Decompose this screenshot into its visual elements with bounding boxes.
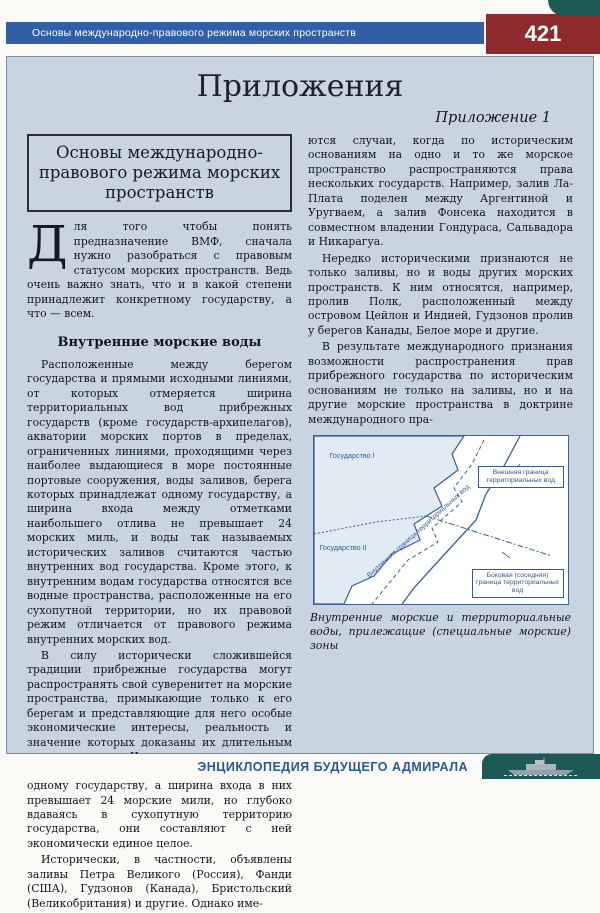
paragraph: Исторически, в частности, объявлены заливы Петра Великого (Россия), Фанди (США), Гудзонов (Канада), Бристольский (Великобритания) и другие. Однако име-: [27, 853, 292, 910]
dropcap-letter: Д: [27, 215, 68, 274]
paragraph: Расположенные между берегом государства и прямыми исходными линиями, от которых отмеряется ширина территориальных вод прибрежных государств (кроме государств-архипелагов), акватории морских портов в пределах, ограниченных линиями, проходящими через наиболее выдающиеся в море постоянные портовые сооружения, воды заливов, берега которых принадлежат одному государству, а ширина входа между отметками наибольшего отлива не превышает 24 морских миль, и воды так называемых исторических заливов считаются частью внутренних вод государства. Кроме этого, к внутренним водам государства относятся все водные пространства, расположенные на его сухопутной территории, но их правовой режим отличается от правового режима внутренних морских вод.: [27, 357, 292, 646]
map-label-lateral-boundary: Боковая (соседняя) граница территориальных вод: [472, 569, 564, 598]
paragraph: Нередко историческими признаются не только заливы, но и воды других морских пространств. К ним относятся, например, пролив Полк, расположенный между островом Цейлон и Индией, Гудзонов пролив у берегов Канады, Белое море и другие.: [308, 251, 573, 337]
two-column-layout: [21, 134, 579, 913]
corner-decoration: [548, 0, 600, 16]
article-title-box: Основы международно-правового режима морских пространств: [27, 134, 292, 212]
paragraph: В результате международного признания возможности распространения прав прибрежного государства по историческим основаниям не только на заливы, но и на другие морские пространства в доктрине международного пра-: [308, 340, 573, 426]
map-label-state2: Государство II: [319, 543, 367, 553]
running-header: [6, 22, 484, 44]
left-column: [27, 134, 292, 913]
appendix-label: Приложение 1: [435, 110, 551, 126]
intro-text: ля того чтобы понять предназначение ВМФ, сначала нужно разобраться с правовым статусом морских пространств. Ведь очень важно знать, что и в какой степени принадлежит конкретному государству, а что — всем.: [27, 220, 292, 321]
map-label-outer-boundary: Внешняя граница территориальных вод: [478, 466, 564, 488]
figure-caption: Внутренние морские и территориальные воды, прилежащие (специальные морские) зоны: [310, 611, 571, 653]
page-number: 421: [486, 14, 600, 54]
page-top: [0, 0, 600, 56]
page-footer: [0, 754, 600, 779]
page-title: Приложения: [196, 69, 404, 104]
footer-ship-panel: [482, 754, 600, 779]
map-label-state1: Государство I: [329, 451, 375, 461]
map-figure: [313, 435, 569, 605]
running-header-text: Основы международно-правового режима морских пространств: [32, 27, 357, 39]
paragraph: В силу исторически сложившейся традиции прибрежные государства могут распространять свой суверенитет на морские пространства, примыкающие только к его берегам и представляющие для него особые экономические интересы, реальность и значение которых доказаны их длительным одному государству, а ширина входа в них превышает 24 морские мили, но глубоко вдаваясь в сухопутную территорию государства, они составляют с ней экономически единое целое.: [27, 649, 292, 850]
map-label-inner-boundary: Внутренняя граница территориальных вод: [365, 483, 471, 580]
section-heading: Внутренние морские воды: [57, 334, 262, 350]
intro-paragraph: [27, 215, 292, 321]
ship-icon: [502, 757, 580, 777]
paragraph: ются случаи, когда по историческим основаниям на одно и то же морское пространство распространяются права нескольких государств. Например, залив Ла-Плата поделен между Аргентиной и Уругваем, а залив Фонсека находится в совместном владении Гондураса, Сальвадора и Никарагуа.: [308, 134, 573, 249]
right-column: [308, 134, 573, 913]
series-wordmark: ЭНЦИКЛОПЕДИЯ БУДУЩЕГО АДМИРАЛА: [197, 759, 468, 774]
